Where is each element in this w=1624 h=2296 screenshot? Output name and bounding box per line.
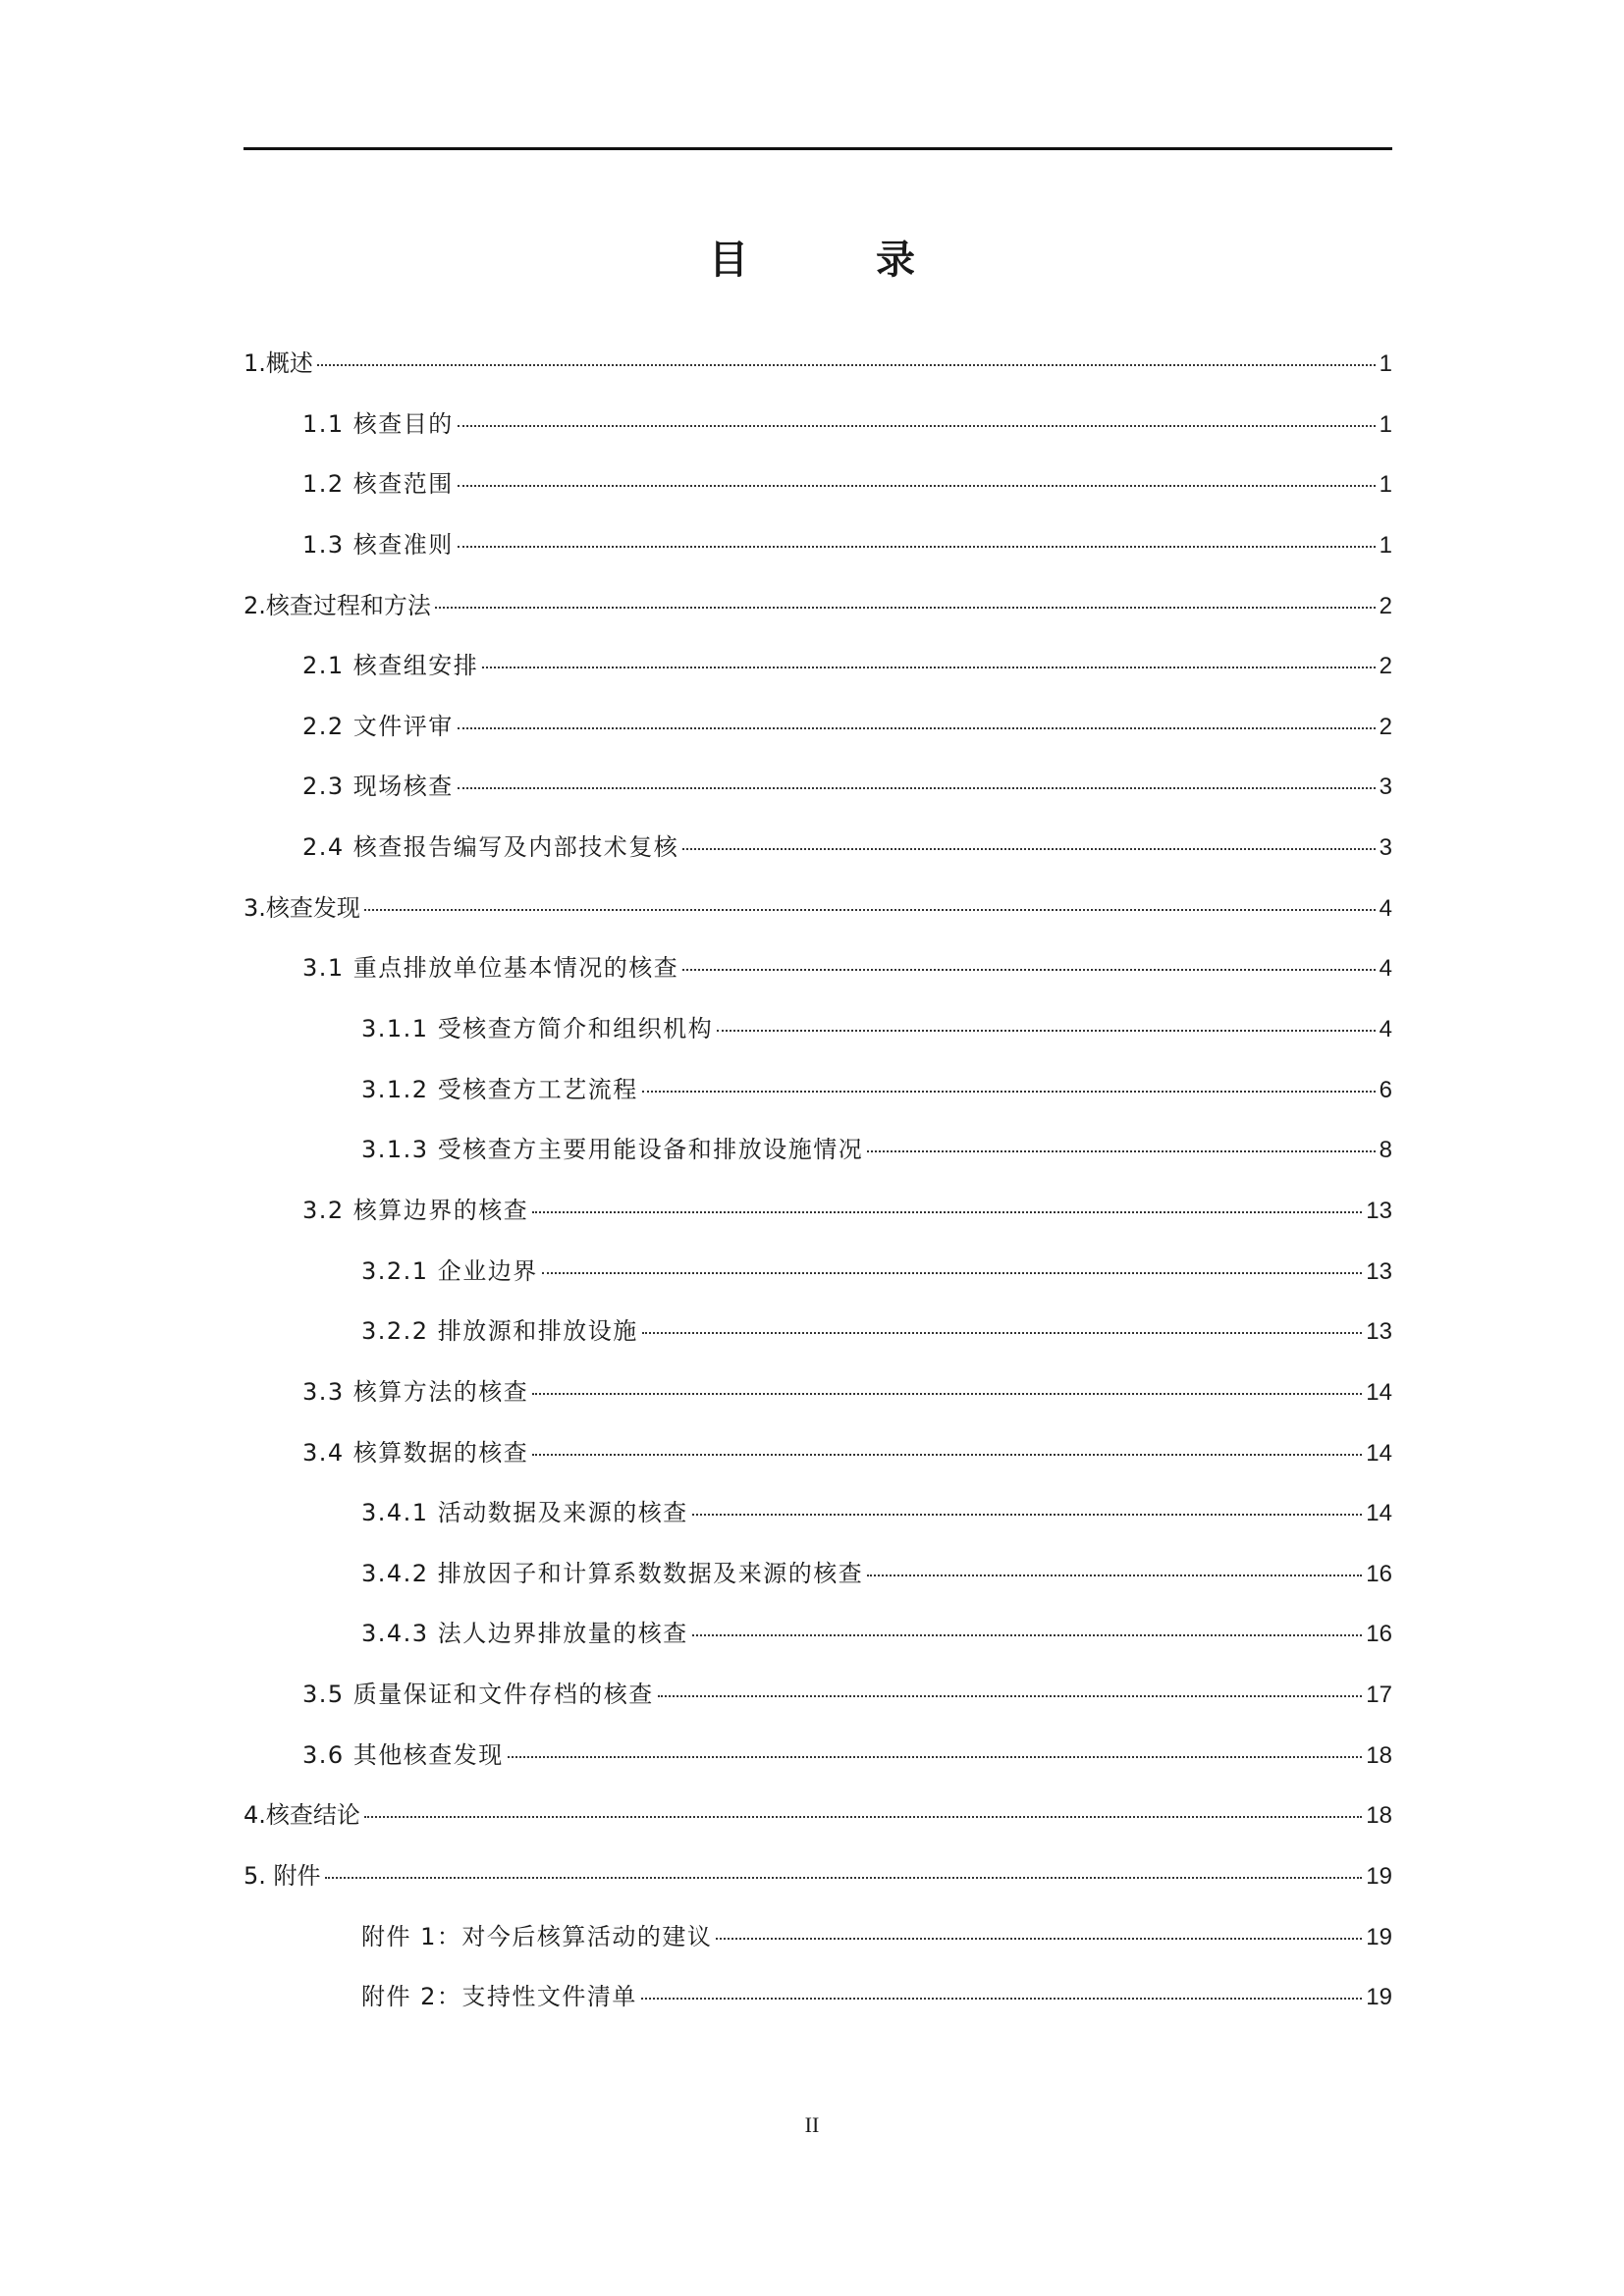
toc-entry-label: 3.核查发现: [244, 893, 360, 922]
toc-entry[interactable]: [244, 999, 1392, 1060]
toc-entry-page: 13: [1366, 1257, 1392, 1285]
toc-entry-page: 19: [1366, 1923, 1392, 1950]
toc-entry-page: 17: [1366, 1682, 1392, 1709]
toc-entry-label: 1.3 核查准则: [302, 530, 454, 559]
toc-entry[interactable]: [244, 1483, 1392, 1544]
toc-entry-label: 3.1.1 受核查方简介和组织机构: [361, 1015, 714, 1043]
toc-entry[interactable]: [244, 454, 1392, 515]
toc-entry-label: 3.3 核算方法的核查: [302, 1377, 529, 1406]
toc-dot-leader: [716, 1938, 1362, 1940]
toc-entry-label: 2.核查过程和方法: [244, 591, 431, 619]
toc-dot-leader: [682, 969, 1375, 971]
toc-dot-leader: [717, 1030, 1375, 1032]
toc-dot-leader: [641, 1998, 1362, 2000]
toc-entry[interactable]: [244, 1967, 1392, 2028]
toc-dot-leader: [364, 909, 1376, 911]
toc-entry-label: 3.4 核算数据的核查: [302, 1438, 529, 1467]
toc-entry-label: 3.2 核算边界的核查: [302, 1196, 529, 1224]
toc-entry[interactable]: [244, 1242, 1392, 1303]
toc-dot-leader: [458, 787, 1376, 789]
toc-entry[interactable]: [244, 1786, 1392, 1846]
toc-entry-label: 3.4.2 排放因子和计算系数数据及来源的核查: [361, 1559, 864, 1587]
toc-entry-page: 8: [1379, 1137, 1392, 1164]
toc-entry-label: 附件 2：支持性文件清单: [361, 1983, 637, 2011]
toc-entry[interactable]: [244, 515, 1392, 576]
table-of-contents: [244, 334, 1392, 2028]
toc-dot-leader: [682, 848, 1375, 850]
toc-entry-page: 4: [1379, 1016, 1392, 1043]
toc-entry[interactable]: [244, 1907, 1392, 1968]
toc-entry-label: 2.4 核查报告编写及内部技术复核: [302, 833, 679, 862]
toc-entry-label: 附件 1：对今后核算活动的建议: [361, 1922, 713, 1950]
toc-entry[interactable]: [244, 697, 1392, 758]
toc-entry-page: 19: [1366, 1984, 1392, 2011]
toc-entry[interactable]: [244, 636, 1392, 697]
toc-entry[interactable]: [244, 1181, 1392, 1242]
toc-dot-leader: [642, 1332, 1363, 1334]
toc-entry-label: 3.1.2 受核查方工艺流程: [361, 1075, 638, 1103]
toc-entry-page: 4: [1379, 955, 1392, 983]
toc-entry-page: 18: [1366, 1802, 1392, 1830]
toc-entry[interactable]: [244, 1302, 1392, 1362]
toc-dot-leader: [867, 1575, 1362, 1576]
toc-entry[interactable]: [244, 938, 1392, 999]
toc-dot-leader: [508, 1756, 1363, 1758]
toc-entry[interactable]: [244, 395, 1392, 455]
toc-entry-label: 2.2 文件评审: [302, 712, 454, 740]
toc-dot-leader: [642, 1091, 1376, 1093]
toc-dot-leader: [532, 1211, 1362, 1213]
toc-entry-page: 3: [1379, 774, 1392, 801]
toc-entry-page: 16: [1366, 1621, 1392, 1648]
toc-entry[interactable]: [244, 1846, 1392, 1907]
toc-entry[interactable]: [244, 818, 1392, 879]
toc-entry-label: 1.概述: [244, 349, 313, 377]
toc-dot-leader: [317, 364, 1376, 366]
toc-dot-leader: [867, 1150, 1375, 1152]
toc-entry-label: 3.2.1 企业边界: [361, 1256, 538, 1285]
toc-dot-leader: [458, 727, 1376, 729]
toc-entry-page: 14: [1366, 1378, 1392, 1406]
toc-entry[interactable]: [244, 1362, 1392, 1423]
toc-entry[interactable]: [244, 1423, 1392, 1484]
toc-entry[interactable]: [244, 334, 1392, 395]
toc-entry-label: 3.1 重点排放单位基本情况的核查: [302, 954, 679, 983]
toc-entry-page: 13: [1366, 1197, 1392, 1224]
toc-entry-page: 19: [1366, 1863, 1392, 1891]
toc-entry-label: 3.6 其他核查发现: [302, 1740, 504, 1769]
toc-entry-page: 2: [1379, 713, 1392, 740]
toc-entry-page: 18: [1366, 1741, 1392, 1769]
toc-entry[interactable]: [244, 1060, 1392, 1121]
toc-entry-label: 2.1 核查组安排: [302, 652, 479, 680]
toc-dot-leader: [532, 1393, 1362, 1395]
header-rule: [244, 147, 1392, 150]
toc-entry-page: 14: [1366, 1500, 1392, 1527]
toc-entry-page: 1: [1379, 410, 1392, 438]
toc-entry-page: 2: [1379, 653, 1392, 680]
toc-entry-label: 3.4.3 法人边界排放量的核查: [361, 1620, 688, 1648]
toc-entry-page: 3: [1379, 834, 1392, 862]
toc-dot-leader: [435, 607, 1376, 609]
toc-entry-label: 5. 附件: [244, 1862, 321, 1891]
toc-entry[interactable]: [244, 879, 1392, 939]
toc-entry-page: 13: [1366, 1318, 1392, 1346]
toc-dot-leader: [692, 1514, 1363, 1516]
toc-entry-page: 2: [1379, 592, 1392, 619]
toc-dot-leader: [364, 1816, 1362, 1818]
toc-dot-leader: [482, 667, 1375, 668]
toc-entry-page: 1: [1379, 471, 1392, 499]
toc-dot-leader: [532, 1454, 1362, 1456]
toc-entry[interactable]: [244, 1120, 1392, 1181]
toc-dot-leader: [325, 1877, 1363, 1879]
toc-entry-label: 3.2.2 排放源和排放设施: [361, 1317, 638, 1346]
toc-entry[interactable]: [244, 1604, 1392, 1665]
toc-entry[interactable]: [244, 1544, 1392, 1605]
toc-dot-leader: [458, 425, 1376, 427]
toc-entry-page: 1: [1379, 531, 1392, 559]
toc-dot-leader: [542, 1272, 1363, 1274]
page-title: 目 录: [709, 236, 972, 283]
toc-dot-leader: [658, 1695, 1363, 1697]
toc-entry-label: 4.核查结论: [244, 1801, 360, 1830]
toc-entry-label: 3.5 质量保证和文件存档的核查: [302, 1681, 654, 1709]
toc-entry[interactable]: [244, 1665, 1392, 1726]
toc-entry-label: 1.2 核查范围: [302, 470, 454, 499]
toc-dot-leader: [458, 485, 1376, 487]
toc-entry[interactable]: [244, 757, 1392, 818]
toc-dot-leader: [692, 1634, 1363, 1636]
toc-entry-label: 3.4.1 活动数据及来源的核查: [361, 1499, 688, 1527]
toc-entry-page: 6: [1379, 1076, 1392, 1103]
toc-entry-label: 1.1 核查目的: [302, 409, 454, 438]
toc-entry-label: 3.1.3 受核查方主要用能设备和排放设施情况: [361, 1136, 864, 1164]
toc-entry-page: 1: [1379, 350, 1392, 377]
toc-entry[interactable]: [244, 1726, 1392, 1787]
page-number: II: [804, 2112, 820, 2137]
toc-dot-leader: [458, 546, 1376, 548]
toc-entry-page: 16: [1366, 1560, 1392, 1587]
toc-entry-page: 4: [1379, 894, 1392, 922]
toc-entry-label: 2.3 现场核查: [302, 773, 454, 801]
toc-entry-page: 14: [1366, 1439, 1392, 1467]
toc-entry[interactable]: [244, 576, 1392, 637]
